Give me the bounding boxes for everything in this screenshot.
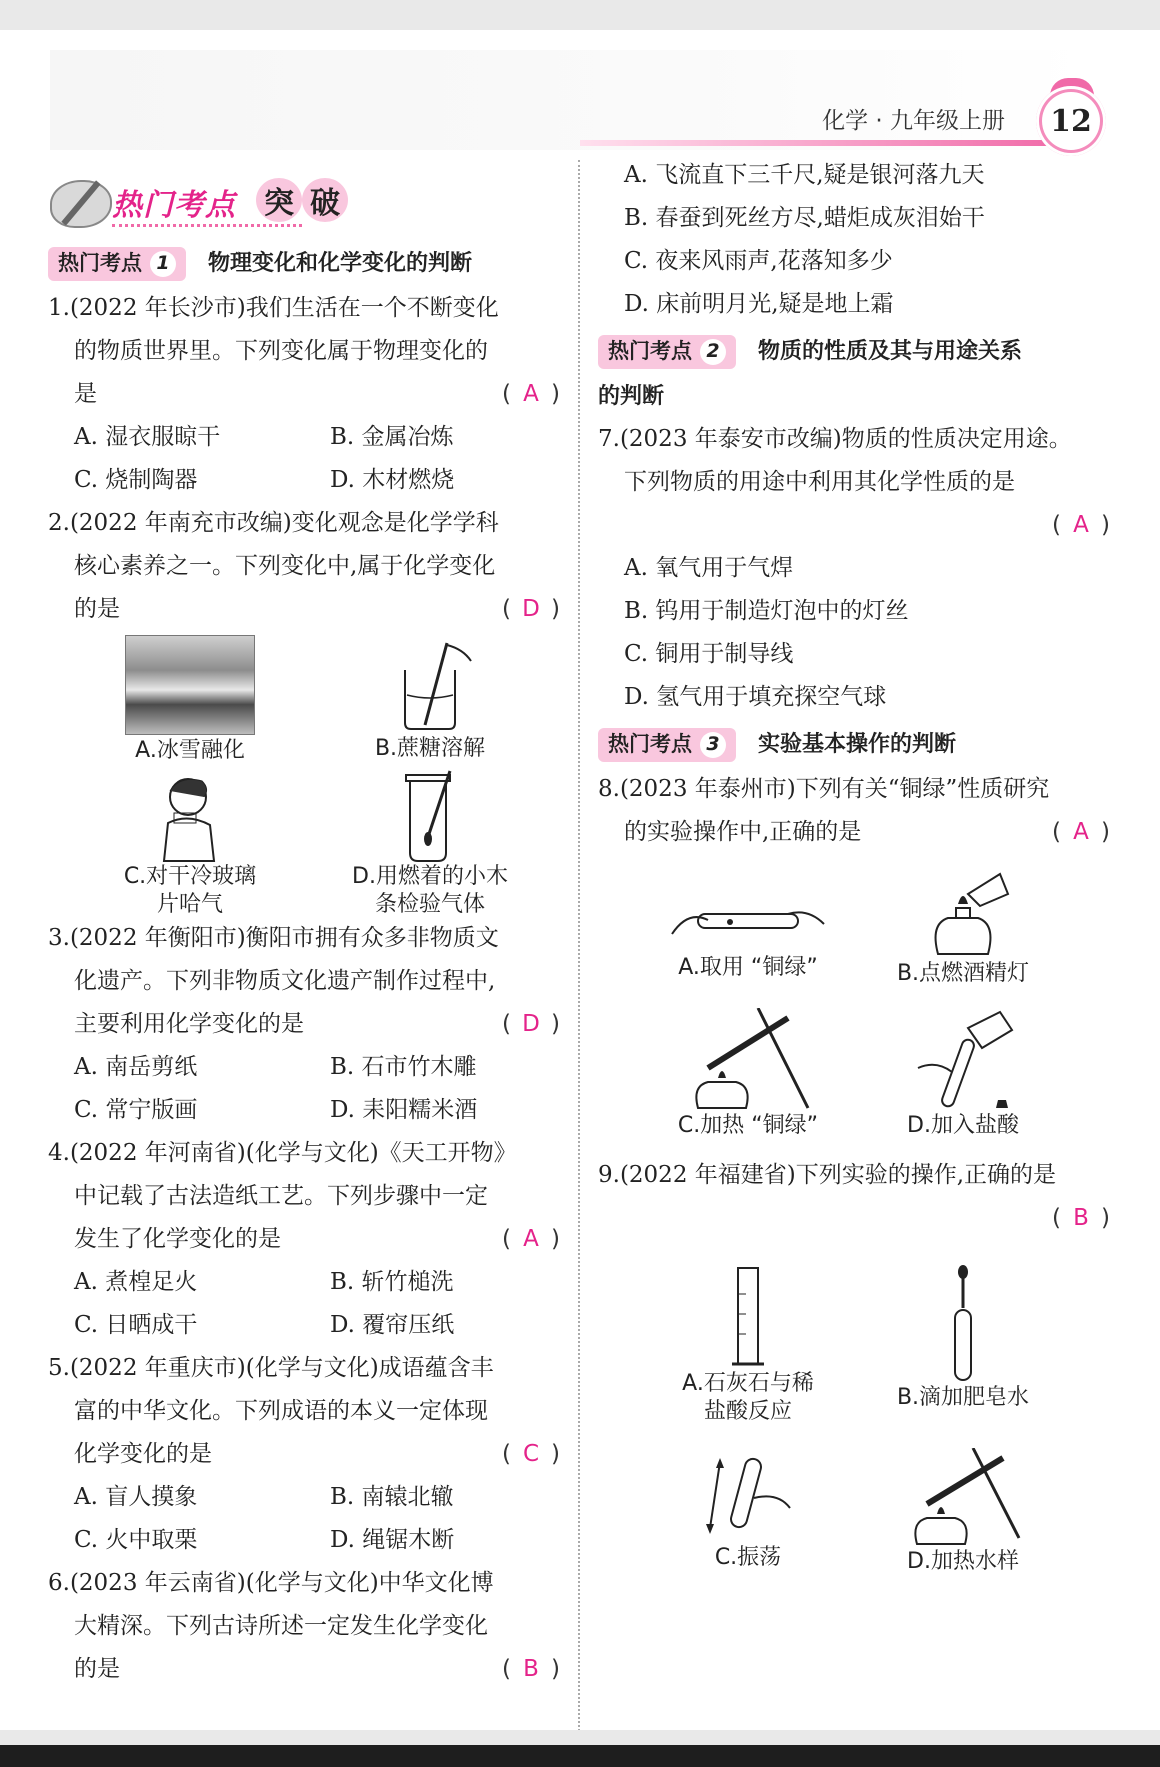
answer: C bbox=[522, 1441, 540, 1467]
question-line: 8.(2023 年泰州市)下列有关“铜绿”性质研究 bbox=[598, 776, 1050, 802]
option: A. 氧气用于气焊 bbox=[624, 555, 794, 581]
shake-tube-icon bbox=[698, 1448, 798, 1544]
alcohol-lamp-icon bbox=[908, 864, 1018, 960]
figure-label: A.石灰石与稀 bbox=[682, 1371, 814, 1396]
question-line: 5.(2022 年重庆市)(化学与文化)成语蕴含丰 bbox=[48, 1355, 494, 1381]
figure-label: 条检验气体 bbox=[374, 892, 485, 917]
figure-label: B.蔗糖溶解 bbox=[374, 736, 486, 761]
figure-lamp bbox=[858, 864, 1068, 994]
snow-melting-photo bbox=[125, 635, 255, 735]
topic-text: 物质的性质及其与用途关系 bbox=[758, 339, 1023, 364]
answer: A bbox=[523, 381, 539, 407]
option: D. 氢气用于填充探空气球 bbox=[624, 684, 887, 710]
question-line: 3.(2022 年衡阳市)衡阳市拥有众多非物质文 bbox=[48, 925, 499, 951]
figure-label: C.振荡 bbox=[714, 1545, 782, 1570]
option: C. 常宁版画 bbox=[74, 1097, 198, 1123]
answer-bracket: ( C ) bbox=[502, 1433, 560, 1476]
question-1 bbox=[48, 287, 560, 502]
option: A. 南岳剪纸 bbox=[74, 1054, 198, 1080]
page-number-badge bbox=[1036, 80, 1114, 158]
question-4 bbox=[48, 1132, 560, 1347]
dropper-tube-icon bbox=[923, 1264, 1003, 1384]
question-line: 4.(2022 年河南省)(化学与文化)《天工开物》 bbox=[48, 1140, 517, 1166]
option: B. 斩竹槌洗 bbox=[330, 1269, 454, 1295]
workbook-page bbox=[0, 30, 1160, 1730]
answer: B bbox=[523, 1656, 539, 1682]
answer-bracket: ( A ) bbox=[502, 373, 560, 416]
question-line: 的物质世界里。下列变化属于物理变化的 bbox=[74, 338, 488, 364]
question-3 bbox=[48, 917, 560, 1132]
question-line: 7.(2023 年泰安市改编)物质的性质决定用途。 bbox=[598, 426, 1072, 452]
figure-label: A.取用 “铜绿” bbox=[678, 955, 818, 980]
figure-sugar bbox=[310, 635, 550, 765]
option: D. 木材燃烧 bbox=[330, 467, 455, 493]
question-line: 化遗产。下列非物质文化遗产制作过程中, bbox=[74, 968, 496, 994]
question-line: 9.(2022 年福建省)下列实验的操作,正确的是 bbox=[598, 1162, 1057, 1188]
topic-badge: 热门考点 3 bbox=[598, 728, 736, 762]
figure-label: C.对干冷玻璃 bbox=[123, 864, 257, 889]
question-line: 大精深。下列古诗所述一定发生化学变化 bbox=[74, 1613, 488, 1639]
right-column bbox=[598, 154, 1110, 1578]
figure-label: A.冰雪融化 bbox=[135, 738, 245, 763]
option: A. 飞流直下三千尺,疑是银河落九天 bbox=[624, 162, 985, 188]
question-line: 6.(2023 年云南省)(化学与文化)中华文化博 bbox=[48, 1570, 494, 1596]
figure-label: D.用燃着的小木 bbox=[352, 864, 508, 889]
option: B. 春蚕到死丝方尽,蜡炬成灰泪始干 bbox=[624, 205, 985, 231]
figure-take bbox=[598, 864, 858, 994]
figure-label: 片哈气 bbox=[156, 892, 223, 917]
option: A. 湿衣服晾干 bbox=[74, 424, 221, 450]
figure-label: B.滴加肥皂水 bbox=[896, 1385, 1030, 1410]
section-title-badge: 突 bbox=[256, 178, 302, 222]
option: C. 日晒成干 bbox=[74, 1312, 198, 1338]
option: C. 铜用于制导线 bbox=[624, 641, 794, 667]
figure-label: C.加热 “铜绿” bbox=[677, 1113, 819, 1138]
option: C. 夜来风雨声,花落知多少 bbox=[624, 248, 893, 274]
figure-breath bbox=[48, 767, 310, 917]
question-7 bbox=[598, 418, 1110, 719]
question-line: 是 ( A ) bbox=[48, 373, 560, 416]
question-line: 富的中华文化。下列成语的本义一定体现 bbox=[74, 1398, 488, 1424]
answer: A bbox=[1073, 819, 1089, 845]
question-line: 主要利用化学变化的是 ( D ) bbox=[48, 1003, 560, 1046]
question-2 bbox=[48, 502, 560, 917]
topic-text: 实验基本操作的判断 bbox=[758, 732, 957, 757]
header-title: 化学 · 九年级上册 bbox=[822, 108, 1005, 134]
figure-dropper bbox=[858, 1264, 1068, 1434]
question-line: 的实验操作中,正确的是 ( A ) bbox=[598, 811, 1110, 854]
question-line: 的是 ( B ) bbox=[48, 1648, 560, 1691]
topic-heading-1 bbox=[48, 242, 560, 285]
option: A. 煮楻足火 bbox=[74, 1269, 198, 1295]
answer-bracket: ( D ) bbox=[502, 1003, 560, 1046]
topic-number: 3 bbox=[700, 732, 726, 758]
answer-bracket: ( B ) bbox=[1052, 1197, 1110, 1240]
question-8 bbox=[598, 768, 1110, 1148]
figure-row bbox=[598, 1448, 1110, 1578]
answer: D bbox=[522, 1011, 540, 1037]
figure-acid bbox=[858, 1008, 1068, 1148]
palette-icon bbox=[50, 180, 112, 228]
topic-badge: 热门考点 2 bbox=[598, 335, 736, 369]
beaker-stir-icon bbox=[375, 635, 485, 735]
topic-text: 物理变化和化学变化的判断 bbox=[208, 251, 473, 276]
figure-row bbox=[48, 635, 560, 765]
figure-row bbox=[48, 767, 560, 917]
figure-wood bbox=[310, 767, 550, 917]
option: B. 金属冶炼 bbox=[330, 424, 454, 450]
question-6 bbox=[48, 1562, 560, 1691]
question-line: 发生了化学变化的是 ( A ) bbox=[48, 1218, 560, 1261]
option: D. 床前明月光,疑是地上霜 bbox=[624, 291, 894, 317]
left-column bbox=[48, 238, 560, 1691]
answer-bracket: ( A ) bbox=[1052, 811, 1110, 854]
answer-line bbox=[598, 1197, 1110, 1240]
topic-text-continued: 的判断 bbox=[598, 384, 665, 409]
figure-row bbox=[598, 864, 1110, 994]
option: A. 盲人摸象 bbox=[74, 1484, 198, 1510]
topic-badge: 热门考点 1 bbox=[48, 247, 186, 281]
answer: B bbox=[1073, 1205, 1089, 1231]
option: B. 钨用于制造灯泡中的灯丝 bbox=[624, 598, 909, 624]
option: D. 绳锯木断 bbox=[330, 1527, 455, 1553]
figure-label: D.加热水样 bbox=[907, 1549, 1019, 1574]
answer-bracket: ( B ) bbox=[502, 1648, 560, 1691]
figure-label: D.加入盐酸 bbox=[907, 1113, 1019, 1138]
page-number: 12 bbox=[1042, 92, 1100, 150]
figure-shake bbox=[598, 1448, 858, 1578]
answer: D bbox=[522, 596, 540, 622]
answer-bracket: ( A ) bbox=[502, 1218, 560, 1261]
topic-heading-2 bbox=[598, 330, 1110, 373]
column-divider bbox=[578, 160, 580, 1730]
question-line: 2.(2022 年南充市改编)变化观念是化学学科 bbox=[48, 510, 499, 536]
gas-jar-splint-icon bbox=[380, 767, 480, 863]
answer-bracket: ( D ) bbox=[502, 588, 560, 631]
figure-row bbox=[598, 1008, 1110, 1148]
header-underline bbox=[580, 140, 1060, 146]
figure-cylinder bbox=[598, 1264, 858, 1434]
figure-row bbox=[598, 1264, 1110, 1434]
test-tube-horizontal-icon bbox=[668, 864, 828, 954]
answer: A bbox=[1073, 512, 1089, 538]
question-9 bbox=[598, 1154, 1110, 1578]
question-line: 1.(2022 年长沙市)我们生活在一个不断变化 bbox=[48, 295, 499, 321]
question-line: 的是 ( D ) bbox=[48, 588, 560, 631]
answer-line bbox=[598, 504, 1110, 547]
figure-label: B.点燃酒精灯 bbox=[896, 961, 1030, 986]
figure-heat bbox=[598, 1008, 858, 1148]
option: C. 火中取栗 bbox=[74, 1527, 198, 1553]
pour-acid-icon bbox=[908, 1008, 1018, 1112]
question-5 bbox=[48, 1347, 560, 1562]
heating-water-icon bbox=[903, 1448, 1023, 1548]
option: D. 覆帘压纸 bbox=[330, 1312, 455, 1338]
header-band bbox=[50, 50, 1090, 150]
answer-bracket: ( A ) bbox=[1052, 504, 1110, 547]
question-line: 核心素养之一。下列变化中,属于化学变化 bbox=[74, 553, 496, 579]
graduated-cylinder-icon bbox=[708, 1264, 788, 1370]
option: D. 耒阳糯米酒 bbox=[330, 1097, 478, 1123]
section-title-badge: 破 bbox=[302, 178, 348, 222]
option: B. 石市竹木雕 bbox=[330, 1054, 477, 1080]
topic-number: 1 bbox=[150, 251, 176, 277]
heating-tube-icon bbox=[678, 1008, 818, 1112]
question-line: 中记载了古法造纸工艺。下列步骤中一定 bbox=[74, 1183, 488, 1209]
topic-heading-3 bbox=[598, 723, 1110, 766]
figure-label: 盐酸反应 bbox=[703, 1399, 792, 1424]
option: B. 南辕北辙 bbox=[330, 1484, 454, 1510]
section-title bbox=[50, 168, 360, 248]
topic-number: 2 bbox=[700, 339, 726, 365]
figure-heat-water bbox=[858, 1448, 1068, 1578]
answer: A bbox=[523, 1226, 539, 1252]
question-line: 化学变化的是 ( C ) bbox=[48, 1433, 560, 1476]
section-title-text: 热门考点 bbox=[112, 188, 236, 223]
bottom-bar bbox=[0, 1745, 1160, 1767]
dotted-underline bbox=[112, 224, 302, 227]
option: C. 烧制陶器 bbox=[74, 467, 198, 493]
person-glass-icon bbox=[140, 767, 240, 863]
figure-snow bbox=[48, 635, 310, 765]
question-line: 下列物质的用途中利用其化学性质的是 bbox=[624, 469, 1015, 495]
